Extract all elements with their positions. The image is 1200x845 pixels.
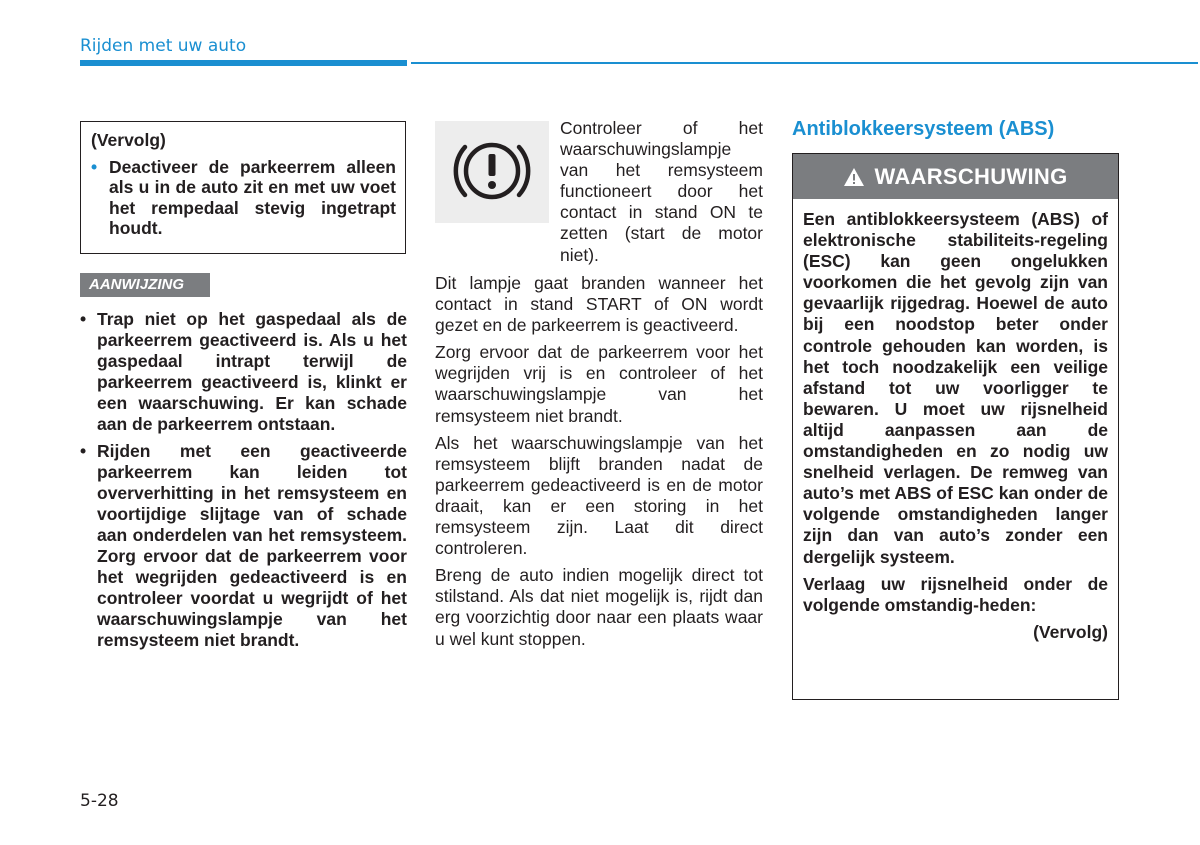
continued-caution-box	[80, 121, 406, 254]
warning-paragraph: Verlaag uw rijsnelheid onder de volgende omstandig-heden:	[803, 573, 1108, 615]
note-item	[80, 309, 407, 436]
body-paragraph: Zorg ervoor dat de parkeerrem voor het wegrijden vrij is en controleer of het waarschuwingslampje van het remsysteem niet brandt.	[435, 342, 763, 426]
note-item	[80, 441, 407, 652]
abs-warning-box	[792, 153, 1119, 700]
warning-continued: (Vervolg)	[1033, 621, 1108, 642]
bullet-dot-icon: •	[80, 309, 87, 329]
header-rule	[411, 62, 1198, 64]
brake-light-intro: Controleer of het waarschuwingslampje van het remsysteem functioneert door het contact in stand ON te zetten (start de motor niet).	[560, 118, 763, 265]
note-item-text: Rijden met een geactiveerde parkeerrem kan leiden tot oververhitting in het remsysteem en voortijdige slijtage van of schade aan onderdelen van het remsysteem. Zorg ervoor dat de parkeerrem voor het wegrijden gedeactiveerd is en controleer voordat u wegrijdt of het waarschuwingslampje van het remsysteem niet brandt.	[97, 440, 407, 651]
bullet-dot-icon: •	[80, 440, 87, 461]
warning-body	[793, 199, 1118, 643]
caution-bullet	[91, 157, 396, 239]
body-paragraph: Dit lampje gaat branden wanneer het contact in stand START of ON wordt gezet en de parkeerrem is geactiveerd.	[435, 273, 763, 336]
header-bar-accent	[80, 60, 407, 66]
section-title: Rijden met uw auto	[80, 36, 247, 56]
page-number: 5-28	[80, 791, 119, 811]
brake-warning-light-panel	[435, 121, 549, 223]
note-item-text: Trap niet op het gaspedaal als de parkeerrem geactiveerd is. Als u het gaspedaal intrapt terwijl de parkeerrem geactiveerd is, klinkt er een waarschuwing. Er kan schade aan de parkeerrem ontstaan.	[97, 309, 407, 435]
brake-warning-icon	[447, 135, 537, 207]
continued-heading: (Vervolg)	[91, 130, 166, 150]
body-paragraph: Breng de auto indien mogelijk direct tot stilstand. Als dat niet mogelijk is, rijdt dan erg voorzichtig door naar een plaats waar u wel kunt stoppen.	[435, 565, 763, 649]
warning-header	[793, 154, 1118, 199]
warning-label: WAARSCHUWING	[874, 163, 1068, 189]
abs-section-title: Antiblokkeersysteem (ABS)	[792, 118, 1055, 140]
note-list	[80, 309, 407, 657]
warning-paragraph: Een antiblokkeersysteem (ABS) of elektronische stabiliteits-regeling (ESC) kan geen ongelukken voorkomen die het gevolg zijn van gevaarlijk rijgedrag. Hoewel de auto bij een noodstop beter onder controle gehouden kan worden, is het toch noodzakelijk een veilige afstand tot uw voorligger te bewaren. U moet uw rijsnelheid altijd aanpassen aan de omstandigheden en zo nodig uw snelheid verlagen. De remweg van auto’s met ABS of ESC kan onder de volgende omstandigheden langer zijn dan van auto’s zonder een dergelijk systeem.	[803, 209, 1108, 567]
body-paragraph: Als het waarschuwingslampje van het remsysteem blijft branden nadat de parkeerrem gedeactiveerd is en de motor draait, kan er een storing in het remsysteem zijn. Laat dit direct controleren.	[435, 432, 763, 559]
warning-triangle-icon	[843, 167, 865, 187]
note-label: AANWIJZING	[80, 273, 210, 297]
bullet-dot-icon: •	[91, 156, 98, 177]
caution-bullet-text: Deactiveer de parkeerrem alleen als u in de auto zit en met uw voet het rempedaal stevig ingetrapt houdt.	[109, 156, 396, 238]
brake-light-paragraphs	[435, 273, 763, 656]
